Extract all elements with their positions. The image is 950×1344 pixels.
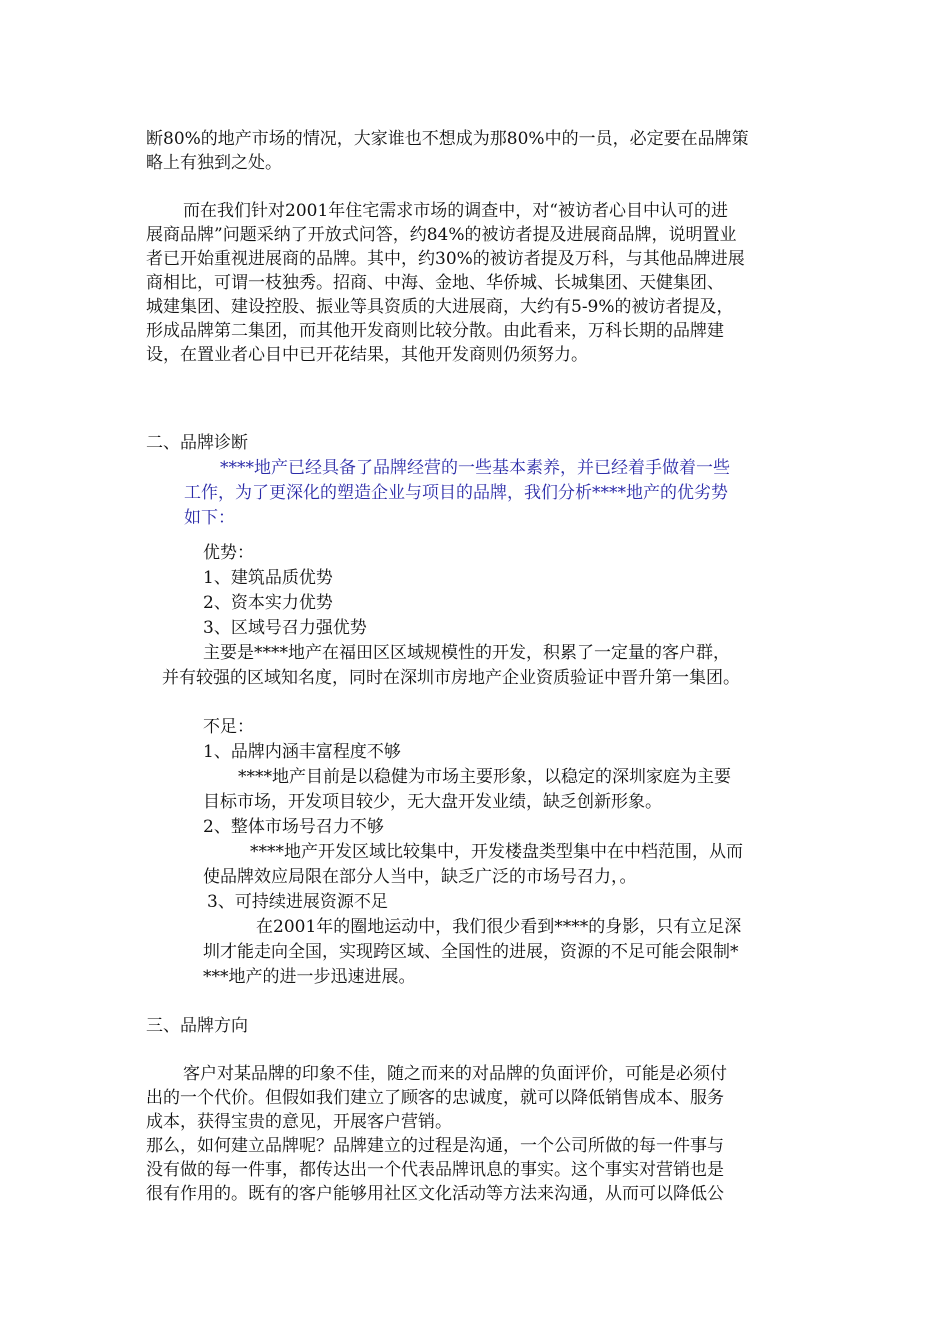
text-line: 城建集团、建设控股、振业等具资质的大进展商，大约有5-9%的被访者提及， xyxy=(146,297,734,317)
weakness-item: 3、可持续进展资源不足 xyxy=(207,892,388,912)
text-line: 没有做的每一件事，都传达出一个代表品牌讯息的事实。这个事实对营销也是 xyxy=(146,1160,724,1180)
text-line: 那么，如何建立品牌呢？品牌建立的过程是沟通，一个公司所做的每一件事与 xyxy=(146,1136,724,1156)
text-line: 出的一个代价。但假如我们建立了顾客的忠诚度，就可以降低销售成本、服务 xyxy=(146,1088,724,1108)
advantage-item: 2、资本实力优势 xyxy=(203,593,333,613)
text-line: 断80%的地产市场的情况，大家谁也不想成为那80%中的一员，必定要在品牌策 xyxy=(146,129,749,149)
text-line: 商相比，可谓一枝独秀。招商、中海、金地、华侨城、长城集团、天健集团、 xyxy=(146,273,724,293)
text-line: 而在我们针对2001年住宅需求市场的调查中，对“被访者心目中认可的进 xyxy=(183,201,728,221)
section-heading: 三、品牌方向 xyxy=(146,1016,248,1036)
text-line: 略上有独到之处。 xyxy=(146,153,282,173)
text-line: 展商品牌”问题采纳了开放式问答，约84%的被访者提及进展商品牌，说明置业 xyxy=(146,225,737,245)
text-line: 设，在置业者心目中已开花结果，其他开发商则仍须努力。 xyxy=(146,345,588,365)
weakness-description: 使品牌效应局限在部分人当中，缺乏广泛的市场号召力，。 xyxy=(203,867,637,887)
text-line: 客户对某品牌的印象不佳，随之而来的对品牌的负面评价，可能是必须付 xyxy=(183,1064,727,1084)
text-line: 成本，获得宝贵的意见，开展客户营销。 xyxy=(146,1112,452,1132)
text-line: 者已开始重视进展商的品牌。其中，约30%的被访者提及万科，与其他品牌进展 xyxy=(146,249,745,269)
weakness-description: 目标市场，开发项目较少，无大盘开发业绩，缺乏创新形象。 xyxy=(203,792,662,812)
weakness-item: 1、品牌内涵丰富程度不够 xyxy=(203,742,401,762)
weakness-description: 在2001年的圈地运动中，我们很少看到****的身影，只有立足深 xyxy=(256,917,742,937)
weakness-description: 圳才能走向全国，实现跨区域、全国性的进展，资源的不足可能会限制* xyxy=(203,942,739,962)
advantage-description: 并有较强的区域知名度，同时在深圳市房地产企业资质验证中晋升第一集团。 xyxy=(162,668,740,688)
advantages-title: 优势： xyxy=(203,543,254,563)
weakness-item: 2、整体市场号召力不够 xyxy=(203,817,384,837)
highlight-line: 工作，为了更深化的塑造企业与项目的品牌，我们分析****地产的优劣势 xyxy=(184,483,728,503)
section-heading: 二、品牌诊断 xyxy=(146,433,248,453)
text-line: 形成品牌第二集团，而其他开发商则比较分散。由此看来，万科长期的品牌建 xyxy=(146,321,724,341)
highlight-line: 如下： xyxy=(184,508,235,528)
advantage-description: 主要是****地产在福田区区域规模性的开发，积累了一定量的客户群， xyxy=(203,643,730,663)
advantage-item: 1、建筑品质优势 xyxy=(203,568,333,588)
text-line: 很有作用的。既有的客户能够用社区文化活动等方法来沟通，从而可以降低公 xyxy=(146,1184,724,1204)
weaknesses-title: 不足： xyxy=(203,717,254,737)
advantage-item: 3、区域号召力强优势 xyxy=(203,618,367,638)
weakness-description: ****地产目前是以稳健为市场主要形象，以稳定的深圳家庭为主要 xyxy=(238,767,731,787)
highlight-line: ****地产已经具备了品牌经营的一些基本素养，并已经着手做着一些 xyxy=(220,458,730,478)
weakness-description: ****地产开发区域比较集中，开发楼盘类型集中在中档范围，从而 xyxy=(250,842,743,862)
weakness-description: ***地产的进一步迅速进展。 xyxy=(203,967,416,987)
